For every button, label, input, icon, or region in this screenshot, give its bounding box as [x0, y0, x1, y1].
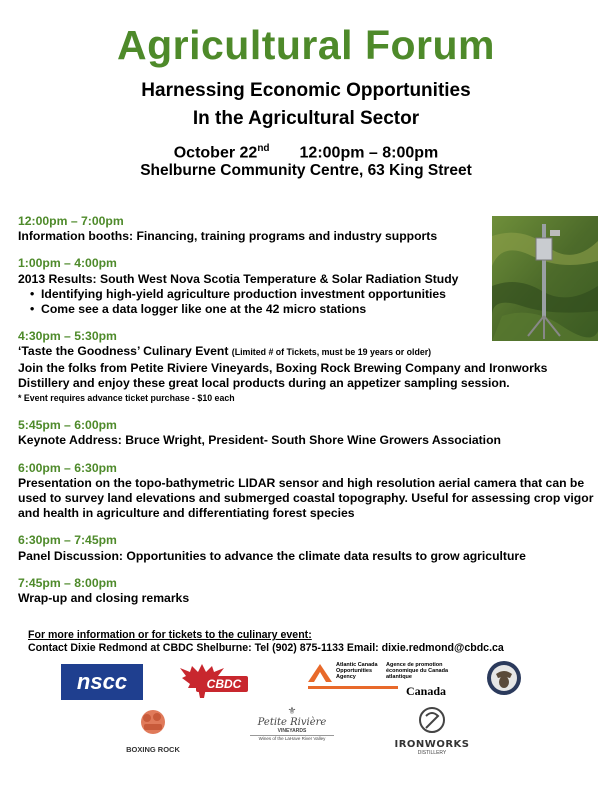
- nscc-logo: nscc: [61, 664, 143, 700]
- schedule-item-1: [18, 214, 598, 244]
- ironworks-logo: [390, 706, 474, 756]
- petite-riviere-text: Petite Rivière: [257, 717, 327, 728]
- schedule-item-2: [18, 256, 598, 317]
- petite-tagline: Wines of the LaHave River Valley: [258, 736, 326, 741]
- schedule-item-3: [18, 329, 598, 406]
- schedule-desc: Presentation on the topo-bathymetric LIDAR sensor and high resolution aerial camera that can be used to survey land elevations and submerged coastal topography. Useful for assessing crop vigor and health in agriculture and differentiating forest species: [18, 475, 594, 521]
- time-range: 12:00pm – 8:00pm: [299, 144, 439, 162]
- venue: Shelburne Community Centre, 63 King Street: [140, 162, 472, 179]
- ironworks-text: IRONWORKS: [394, 739, 470, 750]
- fine-print: * Event requires advance ticket purchase - $10 each: [18, 393, 235, 404]
- cbdc-text: CBDC: [206, 677, 242, 691]
- acoa-french: Agence de promotion économique du Canada atlantique: [386, 662, 449, 680]
- schedule-desc: Wrap-up and closing remarks: [18, 591, 190, 606]
- schedule-desc: 2013 Results: South West Nova Scotia Temperature & Solar Radiation Study: [18, 271, 459, 286]
- subtitle-line-1: Harnessing Economic Opportunities: [141, 80, 471, 101]
- fleur-icon: ⚜: [287, 706, 297, 717]
- petite-vineyards-text: VINEYARDS: [277, 728, 307, 734]
- schedule-item-6: [18, 533, 598, 563]
- acoa-bar: [308, 686, 398, 689]
- culinary-note: (Limited # of Tickets, must be 19 years or older): [231, 347, 432, 358]
- boxing-rock-text: BOXING ROCK: [126, 745, 180, 754]
- schedule-item-5: [18, 461, 598, 522]
- bullet-item: • Come see a data logger like one at the 42 micro stations: [30, 302, 367, 317]
- contact-details: Contact Dixie Redmond at CBDC Shelburne: Tel (902) 875-1133 Email: dixie.redmond@cbdc.ca: [28, 642, 504, 654]
- bullet-text: Identifying high-yield agriculture production investment opportunities: [41, 286, 446, 301]
- schedule: [18, 214, 598, 618]
- schedule-item-4: [18, 418, 598, 448]
- ironworks-sub: DISTILLERY: [417, 750, 447, 756]
- acoa-english: Atlantic Canada Opportunities Agency: [336, 662, 378, 680]
- moose-emblem-logo: [486, 660, 522, 696]
- culinary-title: ‘Taste the Goodness’ Culinary Event: [18, 344, 229, 359]
- date-suffix: nd: [257, 143, 270, 154]
- schedule-time: 4:30pm – 5:30pm: [18, 329, 117, 344]
- schedule-desc: Panel Discussion: Opportunities to advance the climate data results to grow agriculture: [18, 548, 526, 563]
- cbdc-logo: [176, 664, 252, 702]
- bullet-item: • Identifying high-yield agriculture production investment opportunities: [30, 286, 446, 301]
- schedule-time: 5:45pm – 6:00pm: [18, 418, 117, 433]
- contact-heading: For more information or for tickets to the culinary event:: [28, 629, 312, 641]
- subtitle-line-2: In the Agricultural Sector: [192, 108, 420, 129]
- event-title: Agricultural Forum: [116, 22, 496, 68]
- schedule-desc: Join the folks from Petite Riviere Vineyards, Boxing Rock Brewing Company and Ironworks Distillery and enjoy these great local products during an appetizer sampling session.: [18, 360, 548, 390]
- schedule-item-7: [18, 576, 598, 606]
- schedule-time: 6:30pm – 7:45pm: [18, 533, 117, 548]
- culinary-title-line: [18, 344, 598, 360]
- contact-info: [28, 629, 504, 655]
- schedule-time: 7:45pm – 8:00pm: [18, 575, 117, 590]
- schedule-time: 1:00pm – 4:00pm: [18, 256, 117, 271]
- acoa-logo: [306, 662, 456, 702]
- schedule-desc: Keynote Address: Bruce Wright, President- South Shore Wine Growers Association: [18, 433, 501, 448]
- petite-riviere-logo: [244, 706, 340, 758]
- schedule-desc: Information booths: Financing, training programs and industry supports: [18, 229, 438, 244]
- schedule-time: 6:00pm – 6:30pm: [18, 460, 117, 475]
- schedule-time: 12:00pm – 7:00pm: [18, 214, 124, 228]
- boxing-rock-logo: [120, 706, 186, 752]
- bullet-text: Come see a data logger like one at the 42 micro stations: [41, 302, 367, 317]
- event-date-time: [0, 143, 612, 162]
- canada-wordmark: Canada: [406, 684, 447, 698]
- date-day: October 22: [173, 144, 258, 162]
